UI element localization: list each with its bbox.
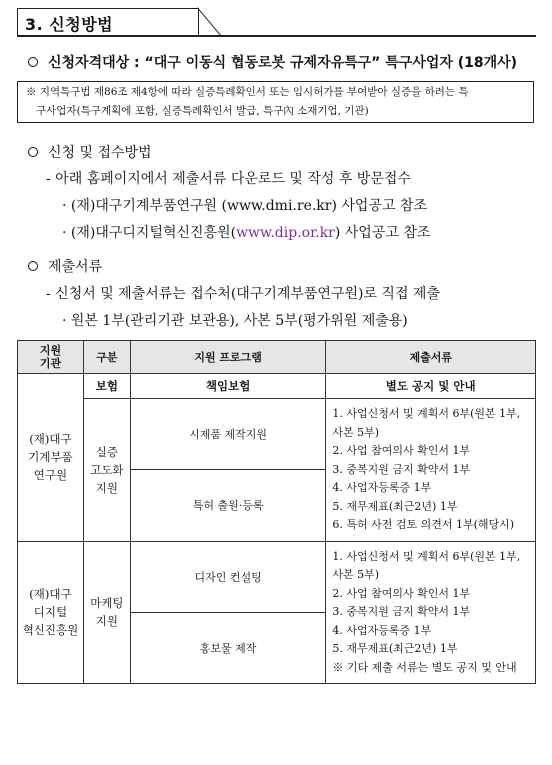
table-row xyxy=(18,541,536,612)
circle-bullet-icon xyxy=(28,261,38,271)
eligibility-line xyxy=(28,52,517,72)
docs-list-1: 1. 사업신청서 및 계획서 6부(원본 1부, 사본 5부) 2. 사업 참여의사 확인서 1부 3. 중복지원 금지 확약서 1부 4. 사업자등록증 1부 5. 재무제표(최근2년) 1부 6. 특허 사전 검토 의견서 1부(해당시) xyxy=(326,399,536,542)
org-cell-2: (재)대구 디지털 혁신진흥원 xyxy=(18,541,84,684)
method-heading xyxy=(28,142,152,162)
eligibility-text: 신청자격대상 : “대구 이동식 협동로봇 규제자유특구” 특구사업자 (18개사) xyxy=(48,55,518,71)
documents-heading xyxy=(28,256,102,276)
section-title: 3. 신청방법 xyxy=(25,15,114,34)
method-heading-text: 신청 및 접수방법 xyxy=(48,145,152,161)
org-cell-1: (재)대구 기계부품 연구원 xyxy=(18,374,84,542)
program-promo: 홍보물 제작 xyxy=(130,612,326,683)
note-line-1: ※ 지역특구법 제86조 제4항에 따라 실증특례확인서 또는 임시허가를 부여받아 실증을 하려는 특 xyxy=(26,86,469,98)
category-cell-2: 마케팅 지원 xyxy=(83,541,130,684)
documents-heading-text: 제출서류 xyxy=(48,259,103,275)
method-item-2-prefix: · (재)대구디지털혁신진흥원( xyxy=(62,225,237,241)
documents-table xyxy=(17,340,536,684)
section-header xyxy=(17,8,227,38)
header-org: 지원 기관 xyxy=(18,341,84,374)
note-line-2: 구사업자(특구계획에 포함, 실증특례확인서 발급, 특구內 소재기업, 기관) xyxy=(36,105,369,117)
table-row xyxy=(18,374,536,399)
header-category: 구분 xyxy=(83,341,130,374)
docs-list-2: 1. 사업신청서 및 계획서 6부(원본 1부, 사본 5부) 2. 사업 참여의사 확인서 1부 3. 중복지원 금지 확약서 1부 4. 사업자등록증 1부 5. 재무제표(최근2년) 1부 ※ 기타 제출 서류는 별도 공지 및 안내 xyxy=(326,541,536,684)
method-item-2-suffix: ) 사업공고 참조 xyxy=(334,225,431,241)
note-box xyxy=(17,81,534,123)
header-docs: 제출서류 xyxy=(326,341,536,374)
insurance-program: 책임보험 xyxy=(130,374,326,399)
header-program: 지원 프로그램 xyxy=(130,341,326,374)
circle-bullet-icon xyxy=(28,57,38,67)
table-header-row xyxy=(18,341,536,374)
program-patent: 특허 출원·등록 xyxy=(130,470,326,541)
program-prototype: 시제품 제작지원 xyxy=(130,399,326,470)
method-item-2 xyxy=(62,222,430,242)
category-cell-1: 실증 고도화 지원 xyxy=(83,399,130,542)
documents-item: · 원본 1부(관리기관 보관용), 사본 5부(평가위원 제출용) xyxy=(62,313,408,329)
section-rule xyxy=(17,35,536,37)
insurance-category: 보험 xyxy=(83,374,130,399)
circle-bullet-icon xyxy=(28,147,38,157)
insurance-docs: 별도 공지 및 안내 xyxy=(326,374,536,399)
method-desc: - 아래 홈페이지에서 제출서류 다운로드 및 작성 후 방문접수 xyxy=(46,171,411,187)
program-design: 디자인 컨설팅 xyxy=(130,541,326,612)
table-row xyxy=(18,399,536,470)
documents-desc: - 신청서 및 제출서류는 접수처(대구기계부품연구원)로 직접 제출 xyxy=(46,286,440,302)
method-item-1: · (재)대구기계부품연구원 (www.dmi.re.kr) 사업공고 참조 xyxy=(62,198,427,214)
dip-link[interactable]: www.dip.or.kr xyxy=(236,225,335,241)
